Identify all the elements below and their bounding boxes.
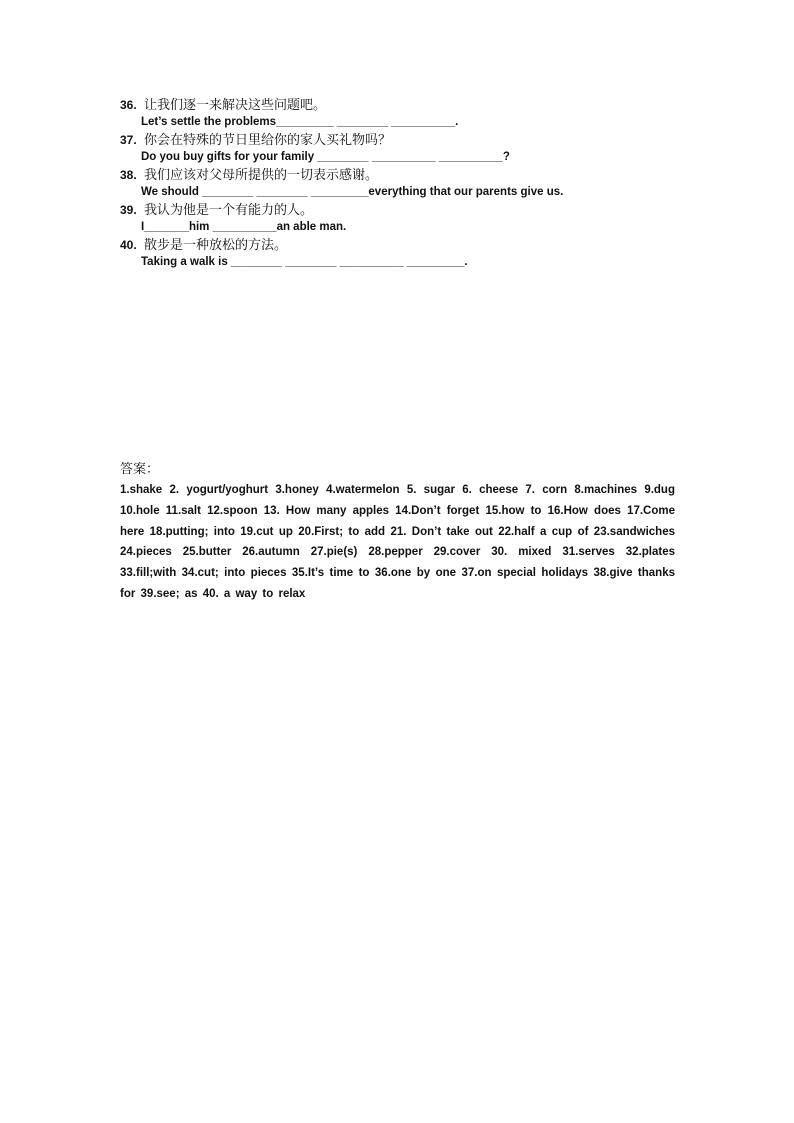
question-number: 37. [120,133,137,147]
question-chinese-text: 让我们逐一来解决这些问题吧。 [144,98,327,113]
question-english: I_______him __________an able man. [141,221,347,233]
answer-key [120,460,675,605]
translation-questions [120,96,680,271]
question-chinese [120,166,680,184]
question-chinese [120,131,680,149]
question-36 [120,96,680,131]
question-english: Taking a walk is ________ ________ __________ _________. [141,256,468,268]
question-chinese [120,201,680,219]
answer-key-text: 1.shake 2. yogurt/yoghurt 3.honey 4.watermelon 5. sugar 6. cheese 7. corn 8.machines 9.dug 10.hole 11.salt 12.spoon 13. How many apples 14.Don’t forget 15.how to 16.How does 17.Come here 18.putting; into 19.cut up 20.First; to add 21. Don’t take out 22.half a cup of 23.sandwiches 24.pieces 25.butter 26.autumn 27.pie(s) 28.pepper 29.cover 30. mixed 31.serves 32.plates 33.fill;with 34.cut; into pieces 35.It’s time to 36.one by one 37.on special holidays 38.give thanks for 39.see; as 40. a way to relax [120,484,675,600]
question-39 [120,201,680,236]
question-chinese [120,236,680,254]
question-chinese-text: 你会在特殊的节日里给你的家人买礼物吗？ [144,133,392,148]
question-number: 39. [120,203,137,217]
question-english: Let’s settle the problems_________ ________ __________. [141,116,459,128]
question-chinese-text: 散步是一种放松的方法。 [144,238,288,253]
question-38 [120,166,680,201]
question-chinese-text: 我们应该对父母所提供的一切表示感谢。 [144,168,379,183]
question-english: Do you buy gifts for your family ________ __________ __________? [141,151,510,163]
question-37 [120,131,680,166]
question-chinese-text: 我认为他是一个有能力的人。 [144,203,314,218]
question-number: 40. [120,238,137,252]
question-chinese [120,96,680,114]
question-english: We should ________ ________ _________everything that our parents give us. [141,186,564,198]
question-number: 38. [120,168,137,182]
question-number: 36. [120,98,137,112]
answer-key-title: 答案： [120,462,160,477]
question-40 [120,236,680,271]
